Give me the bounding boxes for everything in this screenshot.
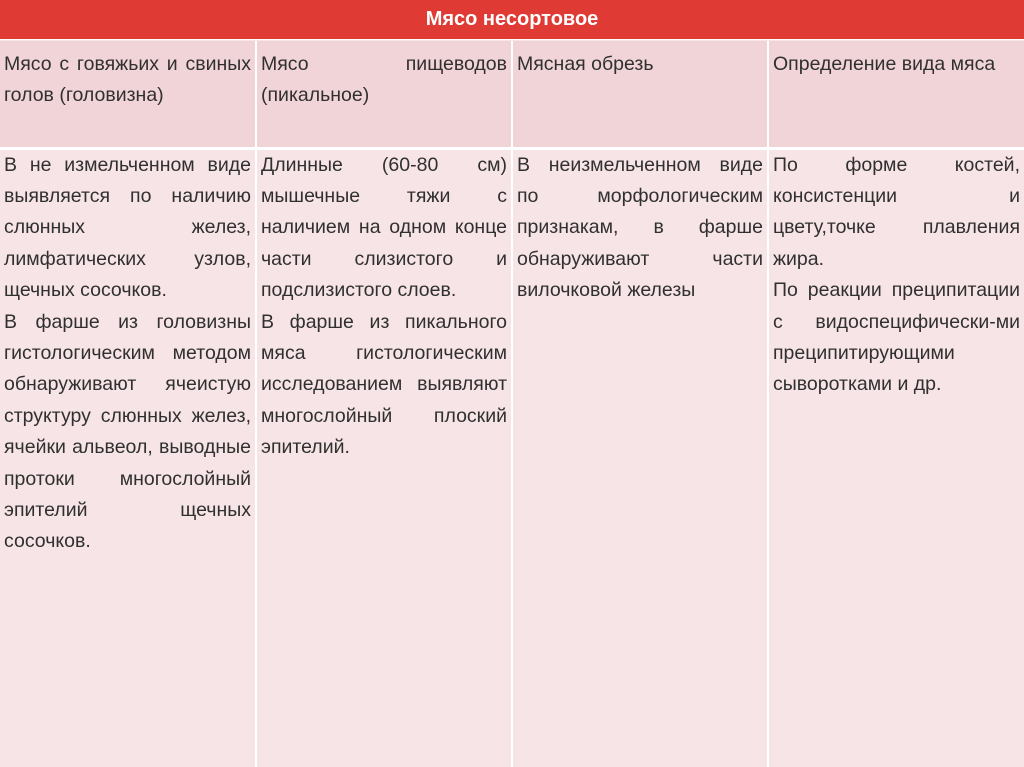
header-meat-trimmings: Мясная обрезь — [512, 41, 768, 148]
cell-head-meat — [0, 148, 256, 767]
cell-paragraph: В неизмельченном виде по морфологическим признакам, в фарше обнаруживают части вилочковой железы — [517, 153, 763, 302]
cell-paragraph: По форме костей, консистенции и цвету,точке плавления жира. — [773, 153, 1020, 270]
cell-meat-trimmings — [512, 148, 768, 767]
cell-esophagus-meat — [256, 148, 512, 767]
header-head-meat: Мясо с говяжьих и свиных голов (головизна) — [0, 41, 256, 148]
table-header-row — [0, 41, 1024, 148]
header-esophagus-meat: Мясо пищеводов (пикальное) — [256, 41, 512, 148]
cell-paragraph: По реакции преципитации с видоспецифически-ми преципитирующими сыворотками и др. — [773, 279, 1020, 396]
header-species-identification: Определение вида мяса — [768, 41, 1024, 148]
cell-species-identification — [768, 148, 1024, 767]
cell-paragraph: В фарше из головизны гистологическим методом обнаруживают ячеистую структуру слюнных желез, ячейки альвеол, выводные протоки многослойный эпителий щечных сосочков. — [4, 310, 251, 553]
cell-paragraph: В фарше из пикального мяса гистологическим исследованием выявляют многослойный плоский эпителий. — [261, 310, 507, 459]
table-body-row — [0, 148, 1024, 767]
cell-paragraph: В не измельченном виде выявляется по наличию слюнных желез, лимфатических узлов, щечных сосочков. — [4, 153, 251, 302]
cell-paragraph: Длинные (60-80 см) мышечные тяжи с наличием на одном конце части слизистого и подслизистого слоев. — [261, 153, 507, 302]
page-title: Мясо несортовое — [0, 0, 1024, 40]
meat-table — [0, 41, 1024, 767]
